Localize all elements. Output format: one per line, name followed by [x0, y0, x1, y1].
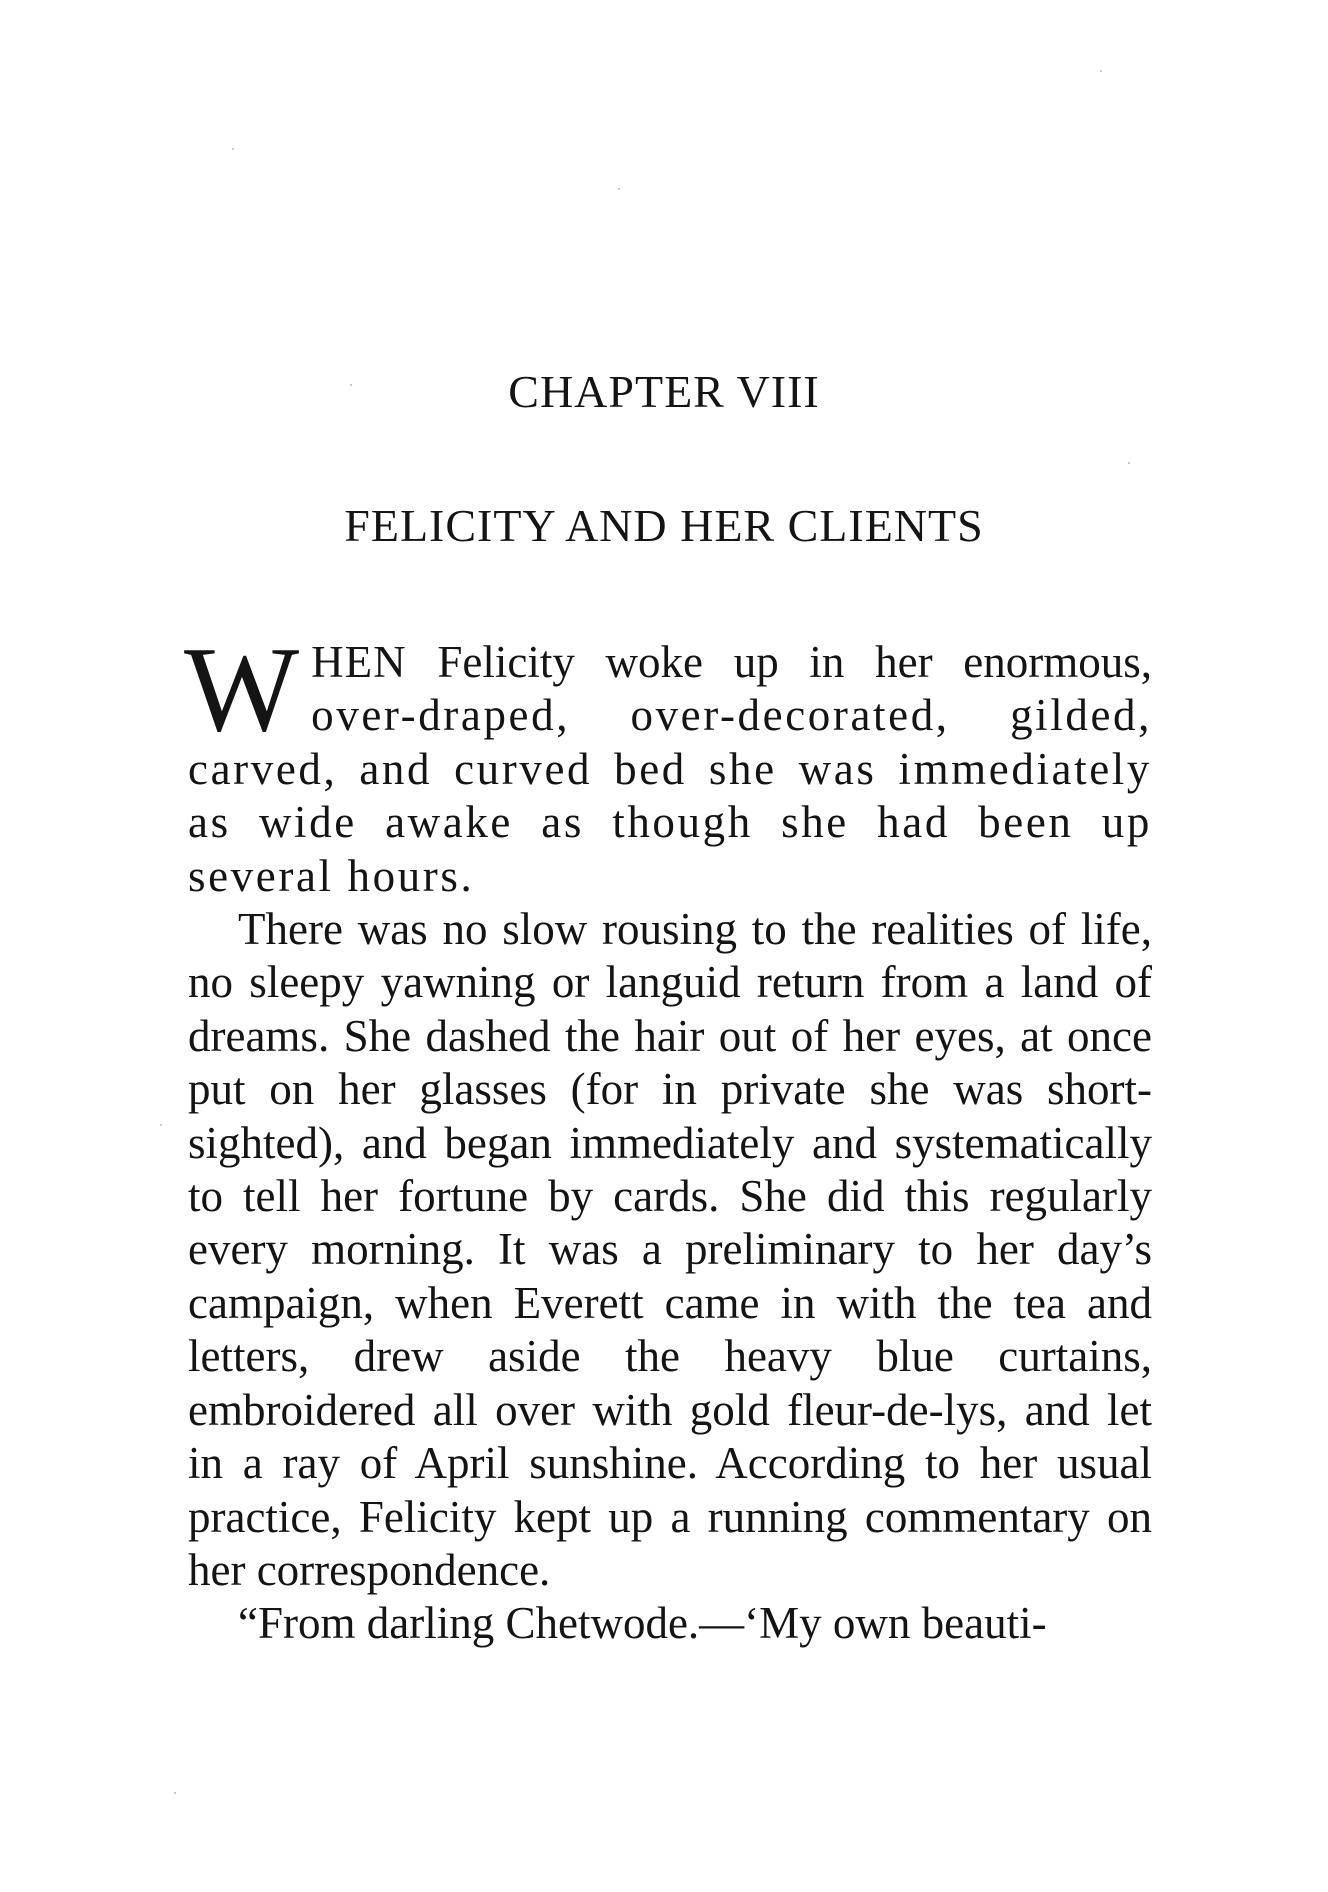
- paper-speck: [232, 148, 234, 150]
- paragraph-1-rest: over-draped, over-decorated, gilded, carved, and curved bed she was immediately as wide awake as though she had been up several hours.: [188, 690, 1152, 901]
- paper-speck: [174, 1792, 176, 1794]
- lead-word: HEN: [311, 637, 407, 687]
- paper-speck: [1128, 462, 1130, 464]
- paragraph-1: [184, 622, 1152, 903]
- paper-speck: [618, 188, 620, 190]
- body-text: [184, 622, 1152, 1651]
- paper-speck: [160, 1124, 162, 1126]
- chapter-title: FELICITY AND HER CLIENTS: [344, 500, 984, 551]
- paragraph-2: There was no slow rousing to the realities of life, no sleepy yawning or languid return from a land of dreams. She dashed the hair out of her eyes, at once put on her glasses (for in private she was short-sighted), and began immediately and systematically to tell her fortune by cards. She did this regularly every morning. It was a preliminary to her day’s campaign, when Everett came in with the tea and letters, drew aside the heavy blue curtains, embroidered all over with gold fleur-de-lys, and let in a ray of April sunshine. According to her usual practice, Felicity kept up a running commentary on her correspondence.: [188, 904, 1152, 1595]
- drop-cap: W: [184, 622, 300, 757]
- paragraph-3: “From darling Chetwode.—‘My own beauti-: [238, 1598, 1047, 1649]
- paper-speck: [1100, 70, 1102, 72]
- paragraph-1-line1: Felicity woke up in her enormous,: [406, 637, 1152, 687]
- chapter-number: CHAPTER VIII: [508, 366, 820, 417]
